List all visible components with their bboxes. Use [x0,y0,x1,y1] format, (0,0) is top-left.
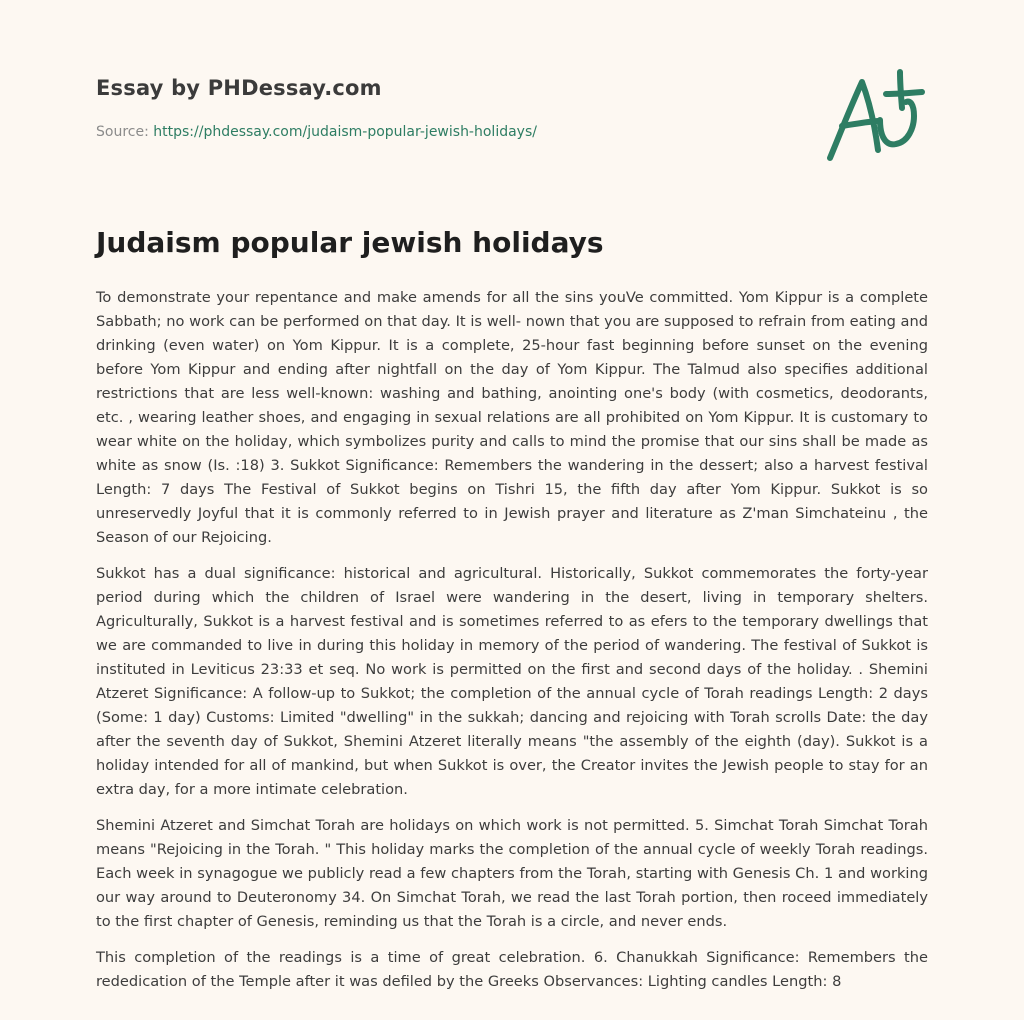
source-label: Source: [96,124,154,140]
article-title: Judaism popular jewish holidays [96,226,604,259]
site-brand: Essay by PHDessay.com [96,76,382,100]
article-paragraph: This completion of the readings is a time of great celebration. 6. Chanukkah Significance: Remembers the rededication of the Temple after it was defiled by the Greeks Observances: Lighting candles Length: 8 [96,949,928,990]
article-body [96,286,928,1006]
article-paragraph: To demonstrate your repentance and make amends for all the sins youVe committed. Yom Kippur is a complete Sabbath; no work can be performed on that day. It is well- nown that you are supposed to refrain from eating and drinking (even water) on Yom Kippur. It is a complete, 25-hour fast beginning before sunset on the evening before Yom Kippur and ending after nightfall on the day of Yom Kippur. The Talmud also specifies additional restrictions that are less well-known: washing and bathing, anointing one's body (with cosmetics, deodorants, etc. , wearing leather shoes, and engaging in sexual relations are all prohibited on Yom Kippur. It is customary to wear white on the holiday, which symbolizes purity and calls to mind the promise that our sins shall be made as white as snow (Is. :18) 3. Sukkot Significance: Remembers the wandering in the dessert; also a harvest festival Length: 7 days The Festival of Sukkot begins on Tishri 15, the fifth day after Yom Kippur. Sukkot is so unreservedly Joyful that it is commonly referred to in Jewish prayer and literature as Z'man Simchateinu , the Season of our Rejoicing. [96,289,928,546]
source-link[interactable]: https://phdessay.com/judaism-popular-jewish-holidays/ [153,124,537,140]
a-plus-logo-icon [818,64,934,168]
article-paragraph: Sukkot has a dual significance: historical and agricultural. Historically, Sukkot commemorates the forty-year period during which the children of Israel were wandering in the desert, living in temporary shelters. Agriculturally, Sukkot is a harvest festival and is sometimes referred to as efers to the temporary dwellings that we are commanded to live in during this holiday in memory of the period of wandering. The festival of Sukkot is instituted in Leviticus 23:33 et seq. No work is permitted on the first and second days of the holiday. . Shemini Atzeret Significance: A follow-up to Sukkot; the completion of the annual cycle of Torah readings Length: 2 days (Some: 1 day) Customs: Limited "dwelling" in the sukkah; dancing and rejoicing with Torah scrolls Date: the day after the seventh day of Sukkot, Shemini Atzeret literally means "the assembly of the eighth (day). Sukkot is a holiday intended for all of mankind, but when Sukkot is over, the Creator invites the Jewish people to stay for an extra day, for a more intimate celebration. [96,565,928,798]
article-paragraph: Shemini Atzeret and Simchat Torah are holidays on which work is not permitted. 5. Simchat Torah Simchat Torah means "Rejoicing in the Torah. " This holiday marks the completion of the annual cycle of weekly Torah readings. Each week in synagogue we publicly read a few chapters from the Torah, starting with Genesis Ch. 1 and working our way around to Deuteronomy 34. On Simchat Torah, we read the last Torah portion, then roceed immediately to the first chapter of Genesis, reminding us that the Torah is a circle, and never ends. [96,817,928,930]
source-line [96,124,537,140]
